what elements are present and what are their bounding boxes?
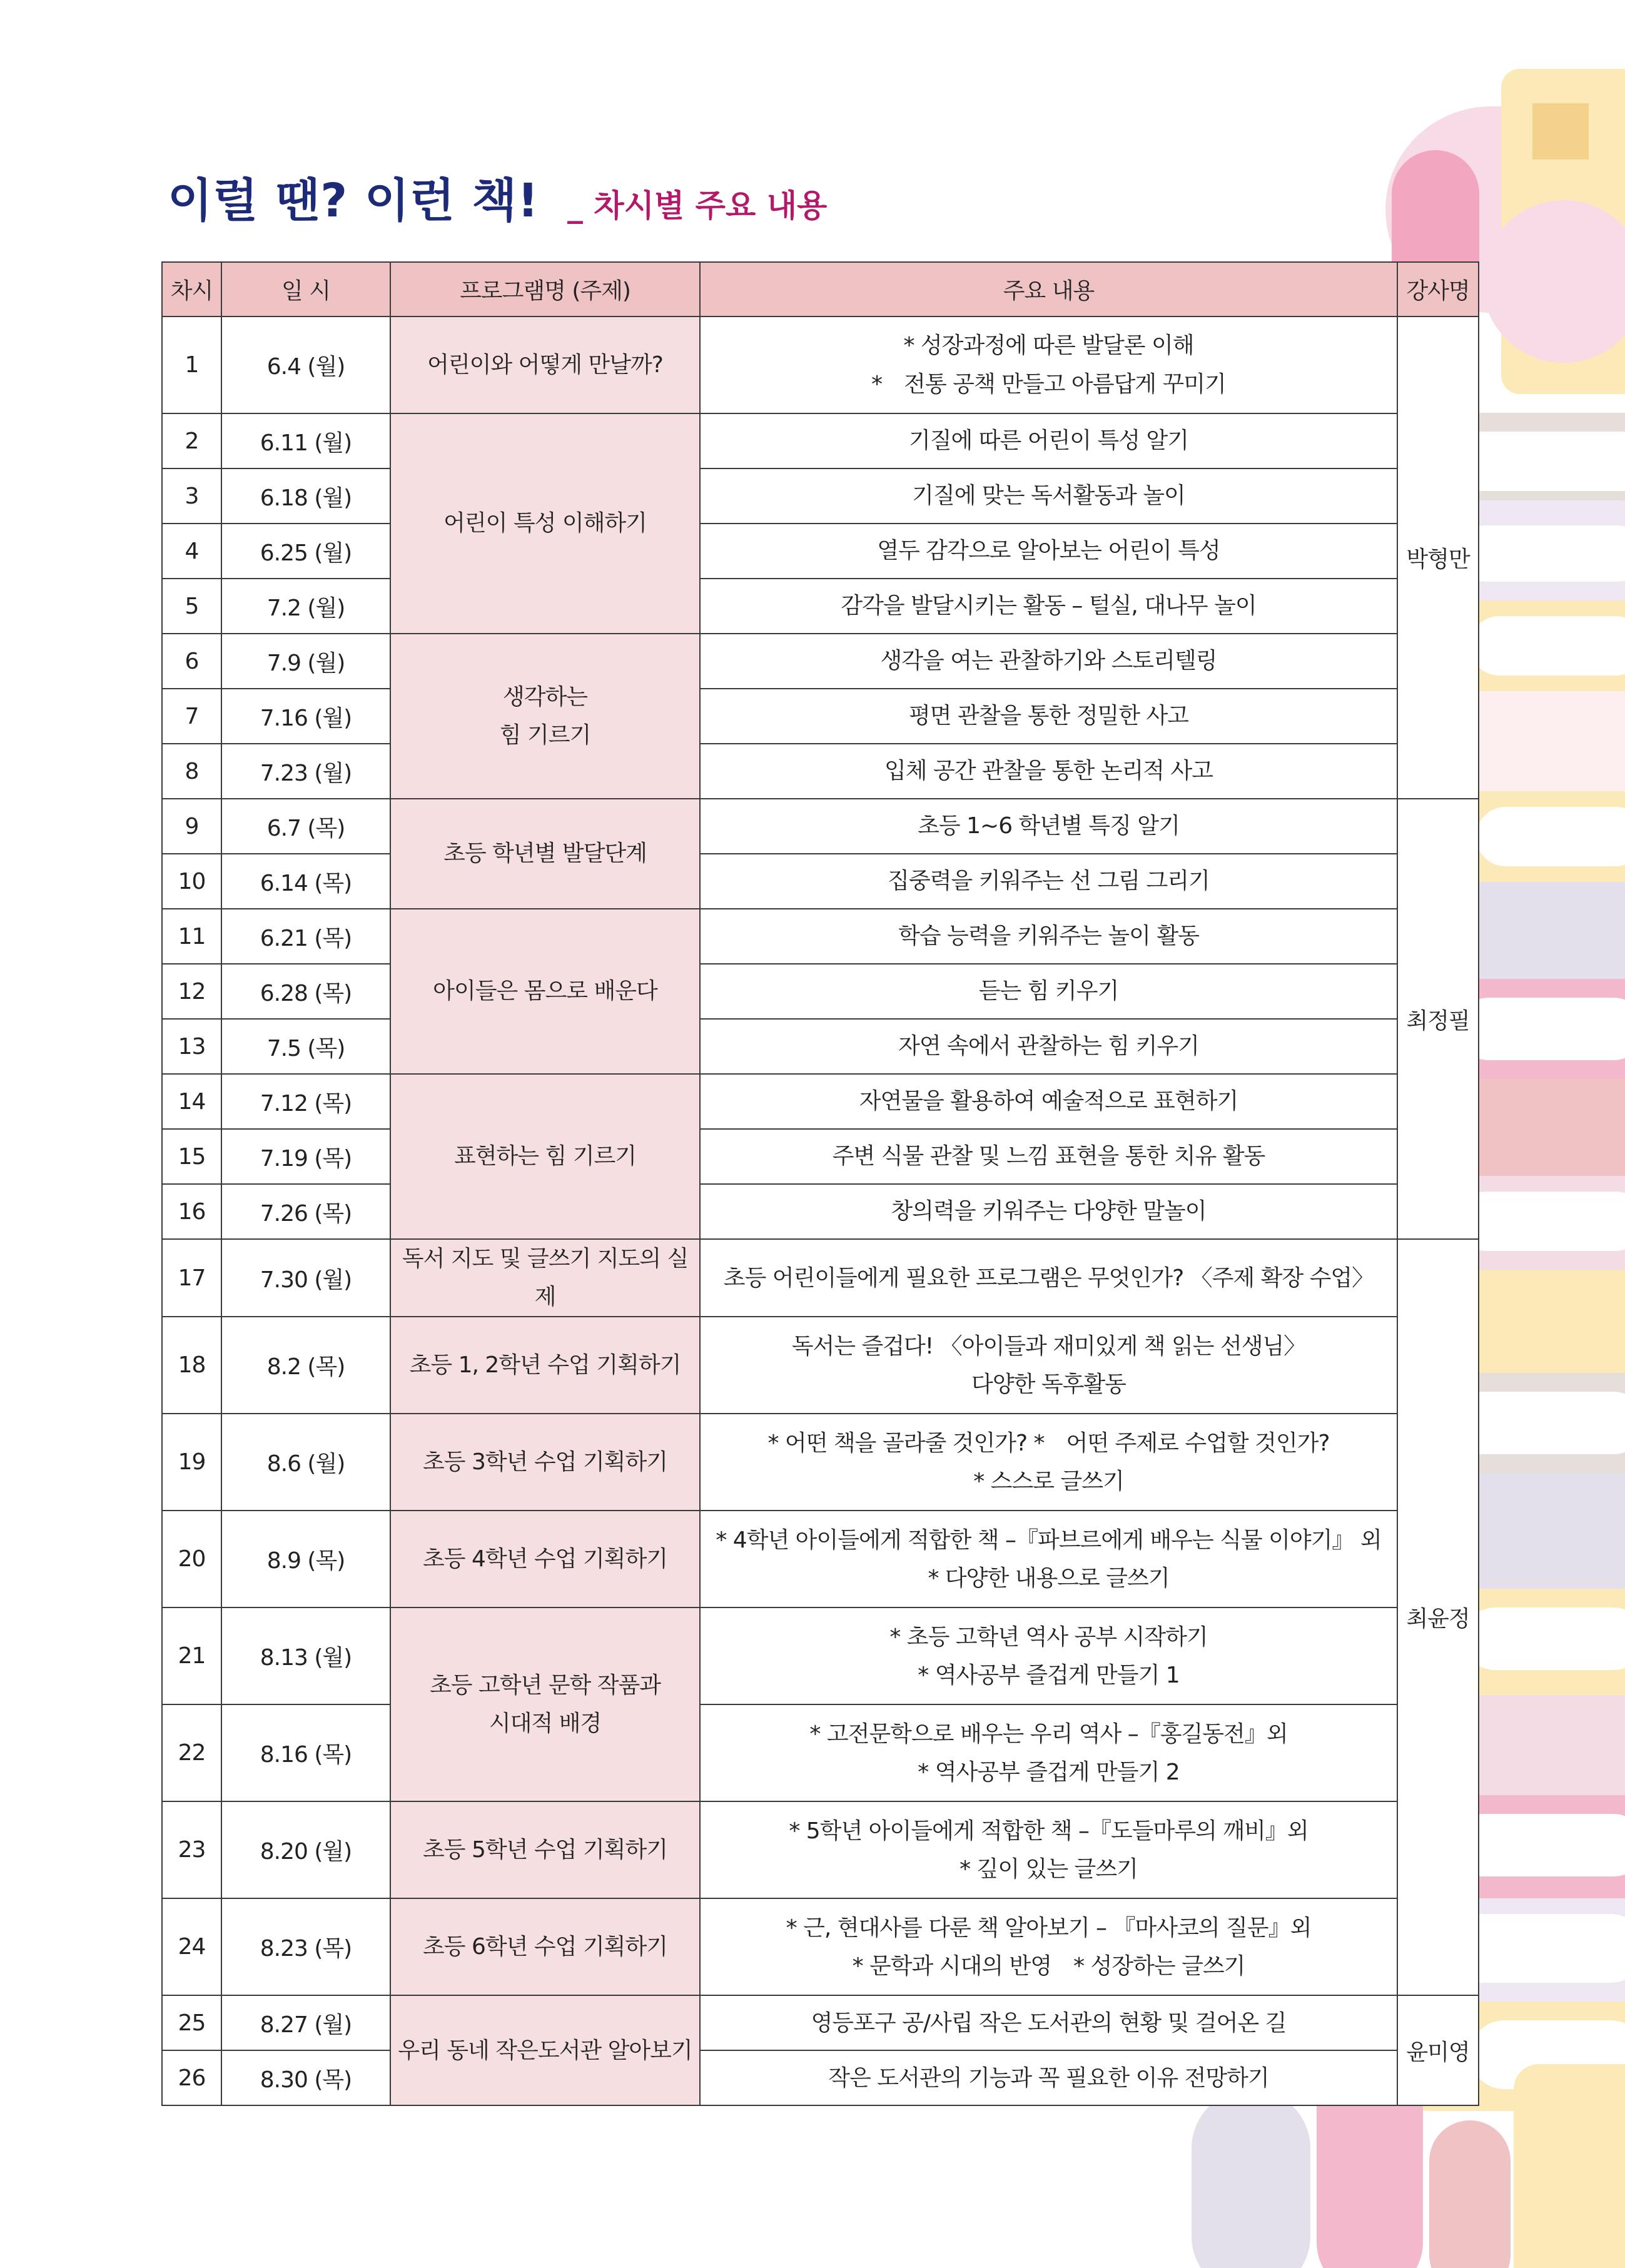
program-name: 초등 3학년 수업 기획하기 [390, 1414, 700, 1511]
session-content: 주변 식물 관찰 및 느낌 표현을 통한 치유 활동 [700, 1129, 1397, 1184]
session-content: 작은 도서관의 기능과 꼭 필요한 이유 전망하기 [700, 2050, 1397, 2105]
instructor-name: 최윤정 [1397, 1239, 1479, 1995]
program-name: 초등 4학년 수업 기획하기 [390, 1511, 700, 1607]
session-date: 8.16 (목) [221, 1704, 390, 1801]
page-title: 이럴 땐? 이런 책! [168, 174, 539, 228]
program-name: 아이들은 몸으로 배운다 [390, 909, 700, 1074]
session-number: 11 [162, 909, 221, 964]
table-row [162, 799, 1479, 854]
table-row [162, 1801, 1479, 1898]
session-date: 6.21 (목) [221, 909, 390, 964]
session-date: 8.13 (월) [221, 1607, 390, 1704]
session-date: 6.28 (목) [221, 964, 390, 1019]
program-name: 우리 동네 작은도서관 알아보기 [390, 1995, 700, 2105]
session-content: * 성장과정에 따른 발달론 이해 * 전통 공책 만들고 아름답게 꾸미기 [700, 316, 1397, 413]
table-row [162, 413, 1479, 468]
session-number: 25 [162, 1995, 221, 2050]
session-date: 7.19 (목) [221, 1129, 390, 1184]
session-content: 집중력을 키워주는 선 그림 그리기 [700, 854, 1397, 909]
table-row [162, 524, 1479, 579]
program-name: 독서 지도 및 글쓰기 지도의 실제 [390, 1239, 700, 1317]
session-content: 영등포구 공/사립 작은 도서관의 현황 및 걸어온 길 [700, 1995, 1397, 2050]
session-content: 초등 1~6 학년별 특징 알기 [700, 799, 1397, 854]
session-content: 자연 속에서 관찰하는 힘 키우기 [700, 1019, 1397, 1074]
table-row [162, 468, 1479, 524]
session-date: 7.30 (월) [221, 1239, 390, 1317]
session-number: 19 [162, 1414, 221, 1511]
table-row [162, 1074, 1479, 1129]
session-content: 독서는 즐겁다! 〈아이들과 재미있게 책 읽는 선생님〉 다양한 독후활동 [700, 1317, 1397, 1414]
session-content: 입체 공간 관찰을 통한 논리적 사고 [700, 744, 1397, 799]
table-row [162, 1239, 1479, 1317]
session-date: 8.6 (월) [221, 1414, 390, 1511]
session-date: 6.7 (목) [221, 799, 390, 854]
session-number: 3 [162, 468, 221, 524]
program-name: 어린이와 어떻게 만날까? [390, 316, 700, 413]
session-number: 20 [162, 1511, 221, 1607]
session-number: 24 [162, 1898, 221, 1995]
session-content: 학습 능력을 키워주는 놀이 활동 [700, 909, 1397, 964]
session-date: 6.4 (월) [221, 316, 390, 413]
page-heading [168, 164, 827, 230]
session-number: 18 [162, 1317, 221, 1414]
session-content: 열두 감각으로 알아보는 어린이 특성 [700, 524, 1397, 579]
session-content: * 근, 현대사를 다룬 책 알아보기 – 『마사코의 질문』외 * 문학과 시대의 반영 * 성장하는 글쓰기 [700, 1898, 1397, 1995]
session-number: 16 [162, 1184, 221, 1239]
session-content: * 고전문학으로 배우는 우리 역사 –『홍길동전』외 * 역사공부 즐겁게 만들기 2 [700, 1704, 1397, 1801]
session-number: 23 [162, 1801, 221, 1898]
header-session: 차시 [162, 262, 221, 316]
program-name: 초등 1, 2학년 수업 기획하기 [390, 1317, 700, 1414]
session-content: 평면 관찰을 통한 정밀한 사고 [700, 689, 1397, 744]
session-date: 7.12 (목) [221, 1074, 390, 1129]
session-number: 14 [162, 1074, 221, 1129]
session-number: 21 [162, 1607, 221, 1704]
session-date: 6.11 (월) [221, 413, 390, 468]
session-number: 4 [162, 524, 221, 579]
session-date: 7.5 (목) [221, 1019, 390, 1074]
session-number: 8 [162, 744, 221, 799]
session-content: 자연물을 활용하여 예술적으로 표현하기 [700, 1074, 1397, 1129]
session-content: 기질에 맞는 독서활동과 놀이 [700, 468, 1397, 524]
session-date: 7.2 (월) [221, 579, 390, 634]
table-row [162, 854, 1479, 909]
session-number: 1 [162, 316, 221, 413]
table-row [162, 909, 1479, 964]
header-instructor: 강사명 [1397, 262, 1479, 316]
session-content: 기질에 따른 어린이 특성 알기 [700, 413, 1397, 468]
session-content: 창의력을 키워주는 다양한 말놀이 [700, 1184, 1397, 1239]
program-name: 어린이 특성 이해하기 [390, 413, 700, 634]
session-date: 8.30 (목) [221, 2050, 390, 2105]
program-name: 초등 고학년 문학 작품과 시대적 배경 [390, 1607, 700, 1801]
table-row [162, 964, 1479, 1019]
session-date: 8.9 (목) [221, 1511, 390, 1607]
session-number: 12 [162, 964, 221, 1019]
session-content: 생각을 여는 관찰하기와 스토리텔링 [700, 634, 1397, 689]
session-date: 7.23 (월) [221, 744, 390, 799]
session-number: 9 [162, 799, 221, 854]
session-content: * 4학년 아이들에게 적합한 책 –『파브르에게 배우는 식물 이야기』 외 * 다양한 내용으로 글쓰기 [700, 1511, 1397, 1607]
program-name: 초등 5학년 수업 기획하기 [390, 1801, 700, 1898]
session-content: 듣는 힘 키우기 [700, 964, 1397, 1019]
session-number: 15 [162, 1129, 221, 1184]
table-row [162, 579, 1479, 634]
table-row [162, 634, 1479, 689]
table-row [162, 1414, 1479, 1511]
table-row [162, 2050, 1479, 2105]
session-date: 8.20 (월) [221, 1801, 390, 1898]
session-number: 10 [162, 854, 221, 909]
program-name: 생각하는 힘 기르기 [390, 634, 700, 799]
table-row [162, 1184, 1479, 1239]
session-content: * 초등 고학년 역사 공부 시작하기 * 역사공부 즐겁게 만들기 1 [700, 1607, 1397, 1704]
session-number: 17 [162, 1239, 221, 1317]
session-date: 7.9 (월) [221, 634, 390, 689]
page-subtitle: _ 차시별 주요 내용 [567, 188, 828, 224]
session-content: 초등 어린이들에게 필요한 프로그램은 무엇인가? 〈주제 확장 수업〉 [700, 1239, 1397, 1317]
instructor-name: 윤미영 [1397, 1995, 1479, 2105]
table-row [162, 1129, 1479, 1184]
session-number: 26 [162, 2050, 221, 2105]
session-content: * 어떤 책을 골라줄 것인가? * 어떤 주제로 수업할 것인가? * 스스로 글쓰기 [700, 1414, 1397, 1511]
table-row [162, 316, 1479, 413]
session-content: 감각을 발달시키는 활동 – 털실, 대나무 놀이 [700, 579, 1397, 634]
session-number: 13 [162, 1019, 221, 1074]
session-number: 2 [162, 413, 221, 468]
program-name: 표현하는 힘 기르기 [390, 1074, 700, 1239]
session-date: 6.18 (월) [221, 468, 390, 524]
table-row [162, 744, 1479, 799]
table-row [162, 689, 1479, 744]
table-row [162, 1704, 1479, 1801]
session-date: 6.25 (월) [221, 524, 390, 579]
instructor-name: 박형만 [1397, 316, 1479, 799]
session-date: 8.2 (목) [221, 1317, 390, 1414]
header-date: 일 시 [221, 262, 390, 316]
instructor-name: 최정필 [1397, 799, 1479, 1239]
session-date: 8.23 (목) [221, 1898, 390, 1995]
session-number: 22 [162, 1704, 221, 1801]
session-content: * 5학년 아이들에게 적합한 책 –『도들마루의 깨비』외 * 깊이 있는 글쓰기 [700, 1801, 1397, 1898]
table-row [162, 1511, 1479, 1607]
header-program: 프로그램명 (주제) [390, 262, 700, 316]
table-row [162, 1607, 1479, 1704]
table-row [162, 1317, 1479, 1414]
table-row [162, 1995, 1479, 2050]
session-number: 7 [162, 689, 221, 744]
session-date: 7.16 (월) [221, 689, 390, 744]
program-name: 초등 6학년 수업 기획하기 [390, 1898, 700, 1995]
table-row [162, 1898, 1479, 1995]
schedule-table [161, 261, 1479, 2106]
session-number: 6 [162, 634, 221, 689]
table-header-row [162, 262, 1479, 316]
session-date: 7.26 (목) [221, 1184, 390, 1239]
table-row [162, 1019, 1479, 1074]
session-date: 8.27 (월) [221, 1995, 390, 2050]
session-number: 5 [162, 579, 221, 634]
program-name: 초등 학년별 발달단계 [390, 799, 700, 909]
header-content: 주요 내용 [700, 262, 1397, 316]
session-date: 6.14 (목) [221, 854, 390, 909]
